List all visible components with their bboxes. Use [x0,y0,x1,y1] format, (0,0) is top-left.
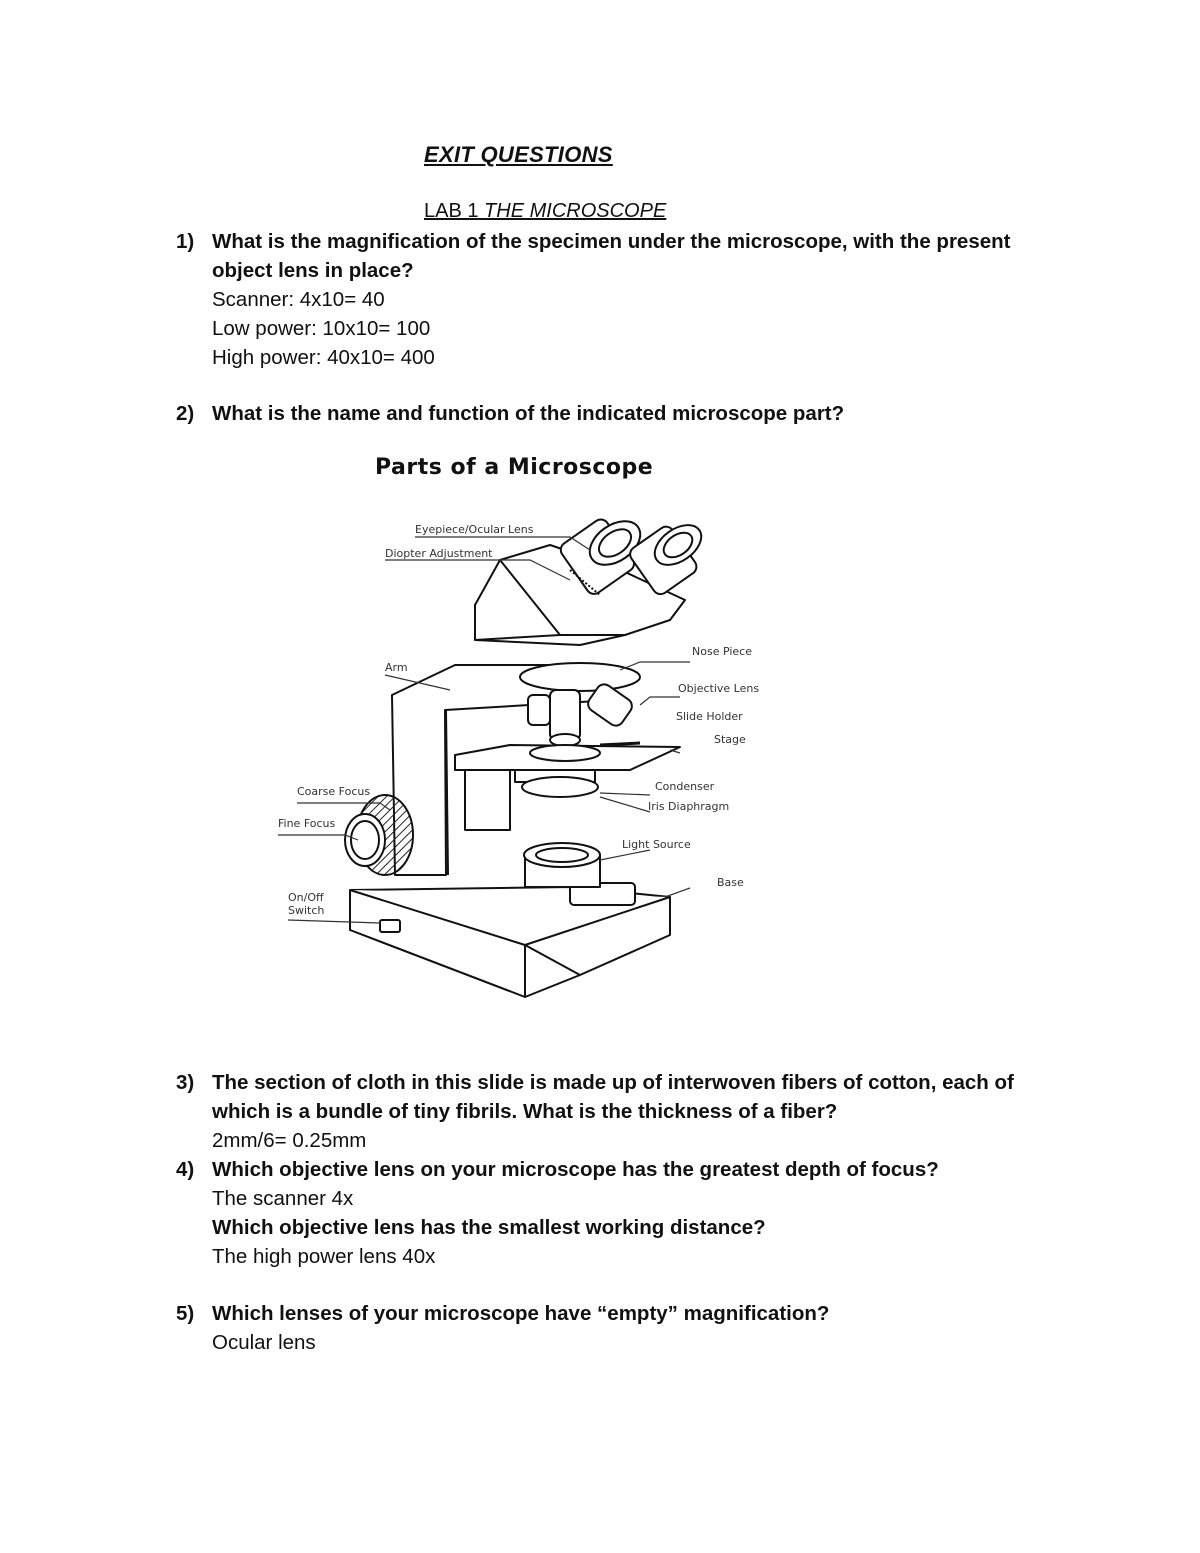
question-4 [176,1155,1056,1271]
question-number: 3) [176,1071,195,1094]
label-switch-line2: Switch [288,904,325,917]
label-light-source: Light Source [622,838,691,851]
label-eyepiece: Eyepiece/Ocular Lens [415,523,534,536]
label-stage: Stage [714,733,746,746]
question-number: 1) [176,230,195,253]
answer-line: High power: 40x10= 400 [212,346,435,369]
answer-line: 2mm/6= 0.25mm [212,1129,367,1152]
question-text: What is the magnification of the specimen under the microscope, with the present object lens in place? [212,230,1011,282]
microscope-diagram [270,505,790,1015]
label-iris: Iris Diaphragm [648,800,730,813]
answer-line: Ocular lens [212,1331,316,1354]
condenser-shape [522,777,598,797]
question-2 [176,399,1056,428]
question-5 [176,1299,1056,1357]
label-fine-focus: Fine Focus [278,817,336,830]
lab-heading [424,200,666,223]
question-number: 4) [176,1158,195,1181]
label-coarse-focus: Coarse Focus [297,785,371,798]
label-slide-holder: Slide Holder [676,710,743,723]
page-title: EXIT QUESTIONS [424,142,613,167]
label-switch-line1: On/Off [288,891,324,904]
question-text: What is the name and function of the indicated microscope part? [212,402,845,425]
switch-shape [380,920,400,932]
label-arm: Arm [385,661,408,674]
label-objective: Objective Lens [678,682,760,695]
question-number: 5) [176,1302,195,1325]
label-nosepiece: Nose Piece [692,645,752,658]
question-1 [176,227,1056,372]
label-condenser: Condenser [655,780,715,793]
followup-question: Which objective lens has the smallest working distance? [212,1216,766,1239]
label-diopter: Diopter Adjustment [385,547,493,560]
nosepiece-shape [520,663,640,691]
question-3 [176,1068,1056,1155]
lab-name: THE MICROSCOPE [484,200,667,222]
base-shape [350,883,670,997]
label-base: Base [717,876,744,889]
question-text: The section of cloth in this slide is made up of interwoven fibers of cotton, each of which is a bundle of tiny fibrils. What is the thickness of a fiber? [212,1071,1014,1123]
question-text: Which objective lens on your microscope has the greatest depth of focus? [212,1158,939,1181]
question-text: Which lenses of your microscope have “empty” magnification? [212,1302,830,1325]
question-number: 2) [176,402,195,425]
diagram-title: Parts of a Microscope [375,455,654,480]
light-source-shape [524,843,600,887]
answer-line: The scanner 4x [212,1187,354,1210]
answer-line: Scanner: 4x10= 40 [212,288,385,311]
lab-number: LAB 1 [424,200,479,222]
followup-answer: The high power lens 40x [212,1245,436,1268]
answer-line: Low power: 10x10= 100 [212,317,431,340]
fine-focus-shape [345,814,385,866]
